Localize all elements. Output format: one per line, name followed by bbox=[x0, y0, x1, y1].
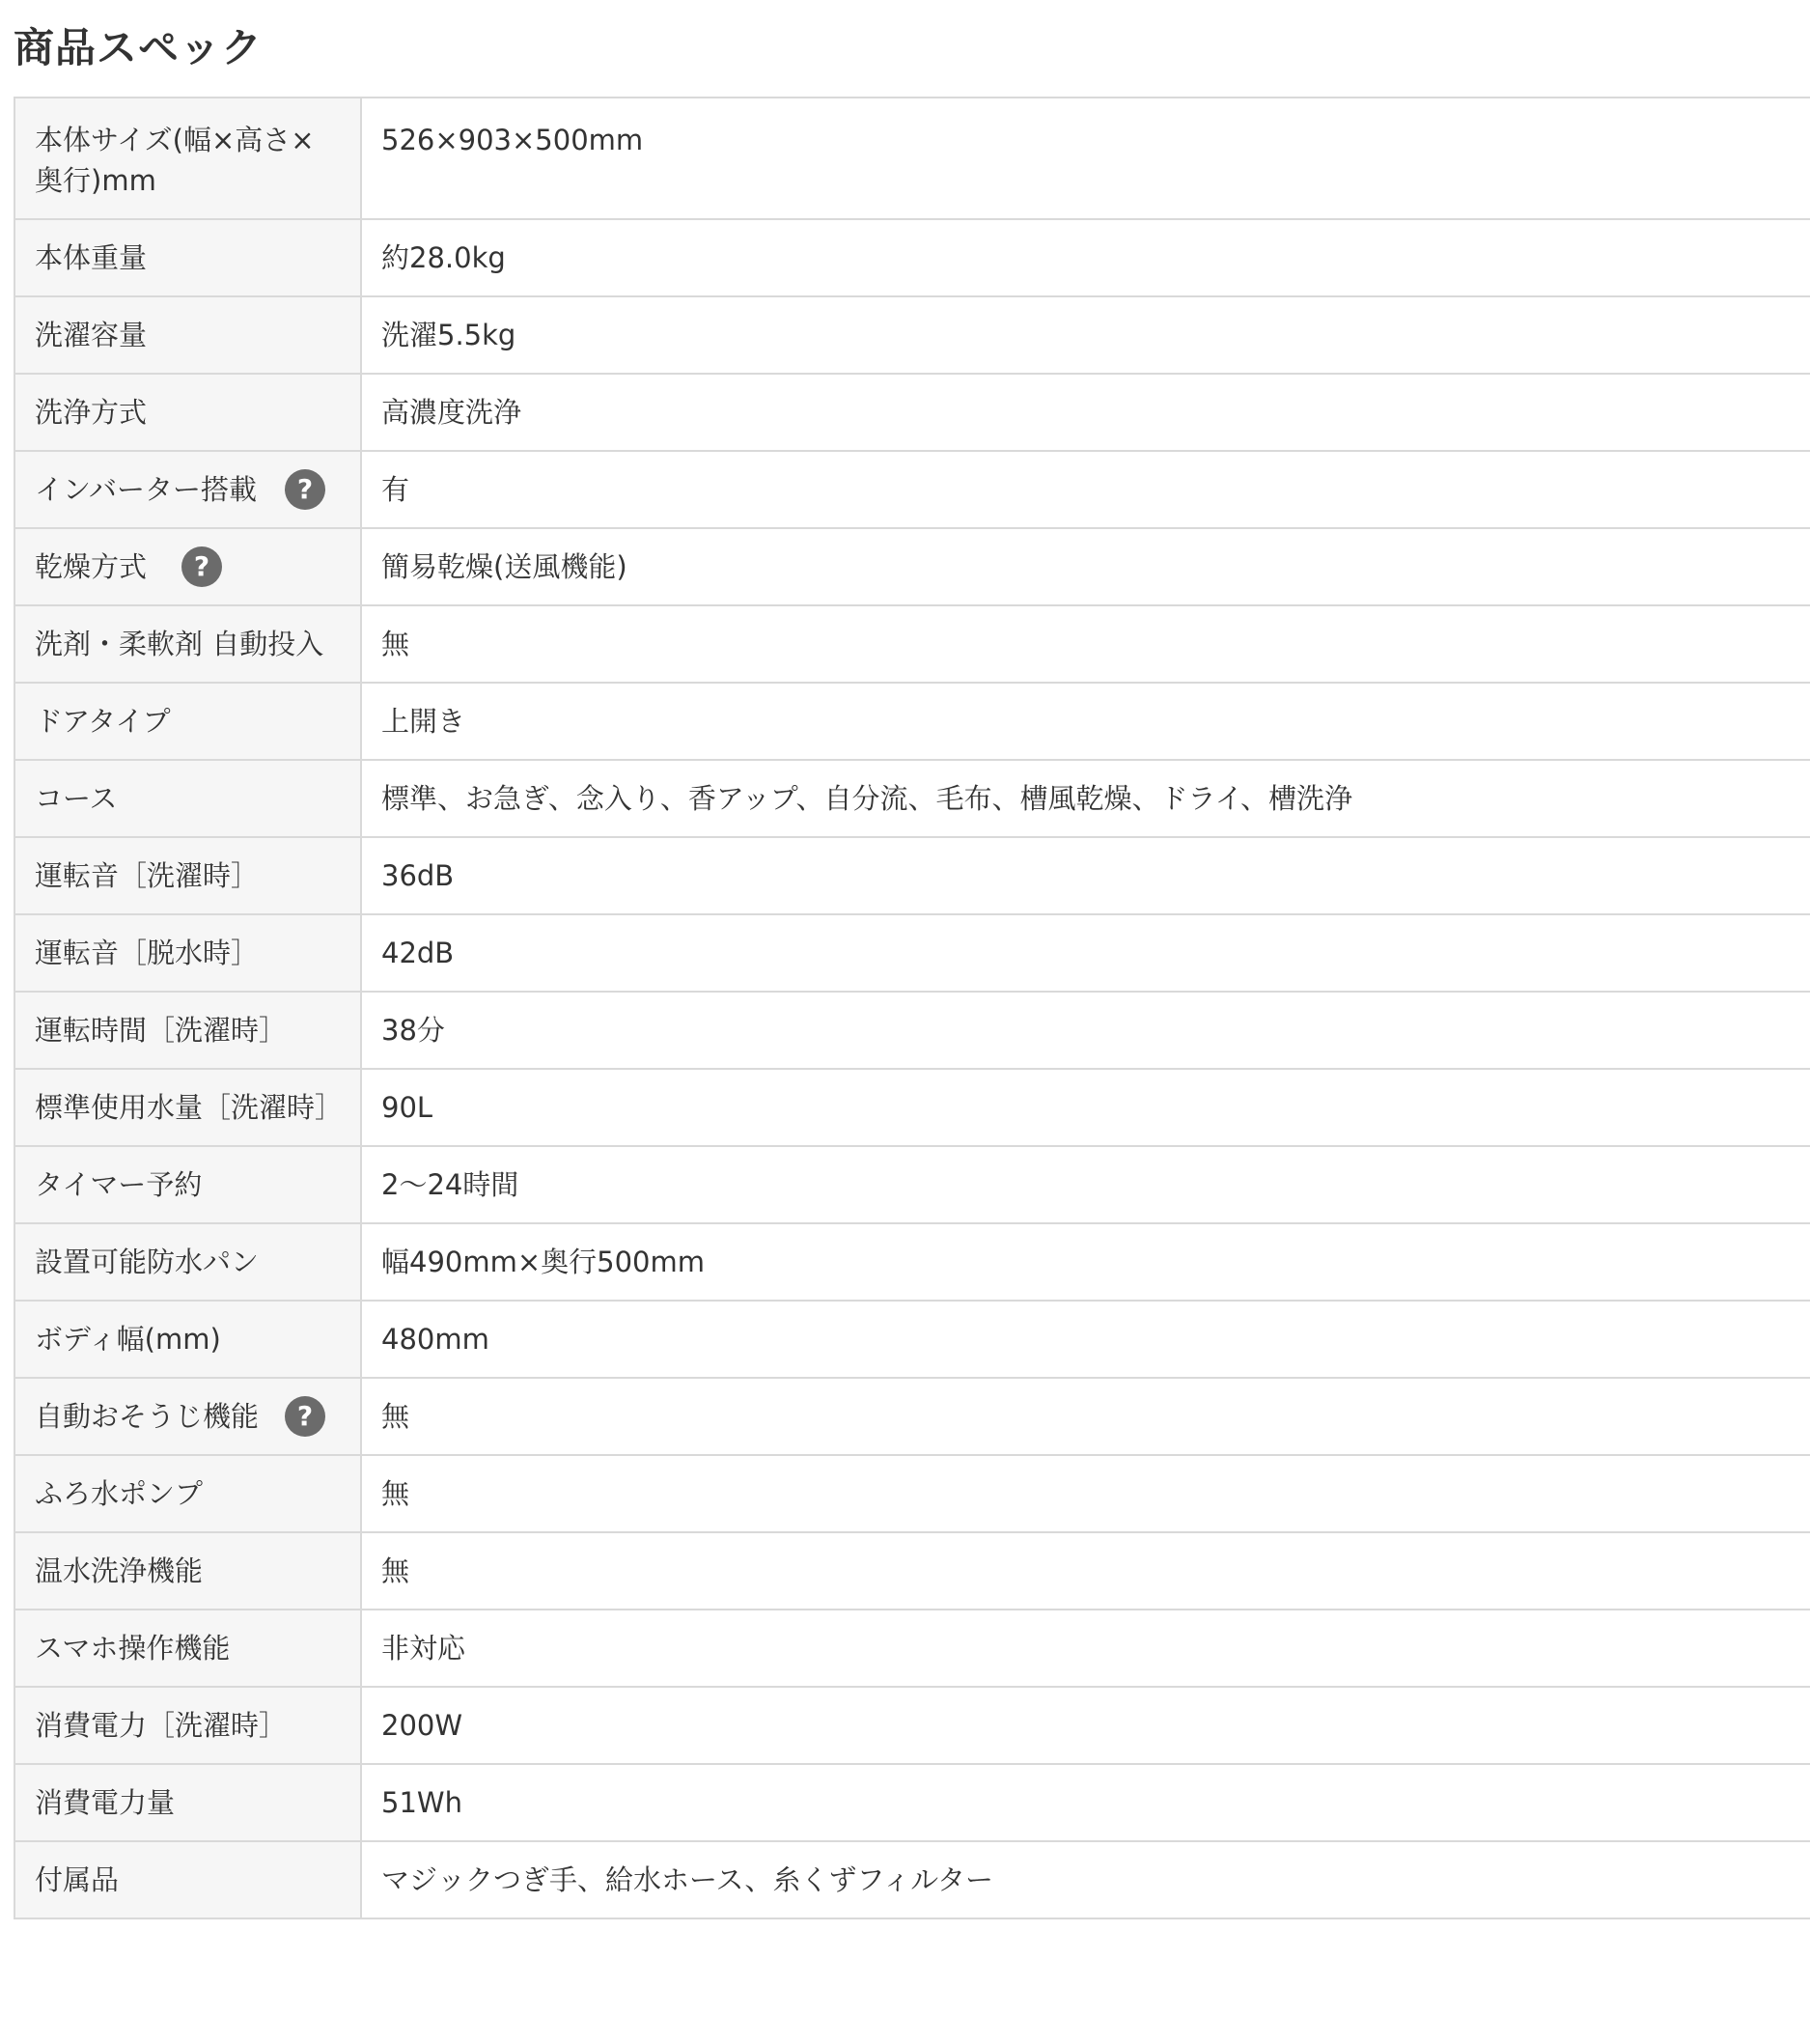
spec-row-noise-spin bbox=[14, 914, 1810, 992]
spec-label: 消費電力［洗濯時］ bbox=[14, 1687, 361, 1764]
spec-row-body-width bbox=[14, 1301, 1810, 1378]
spec-label: 設置可能防水パン bbox=[14, 1223, 361, 1301]
spec-value: 526×903×500mm bbox=[361, 98, 1810, 219]
spec-value: 非対応 bbox=[361, 1610, 1810, 1687]
spec-label: 消費電力量 bbox=[14, 1764, 361, 1841]
spec-row-power bbox=[14, 1687, 1810, 1764]
spec-row-auto-detergent bbox=[14, 605, 1810, 683]
spec-value: 2〜24時間 bbox=[361, 1146, 1810, 1223]
spec-row-dry-method bbox=[14, 528, 1810, 605]
spec-value: 約28.0kg bbox=[361, 219, 1810, 296]
spec-label: コース bbox=[14, 760, 361, 837]
spec-label: タイマー予約 bbox=[14, 1146, 361, 1223]
spec-value: 38分 bbox=[361, 992, 1810, 1069]
spec-row-auto-clean bbox=[14, 1378, 1810, 1455]
spec-value: 洗濯5.5kg bbox=[361, 296, 1810, 374]
spec-label: 乾燥方式 bbox=[35, 550, 148, 583]
spec-label: 温水洗浄機能 bbox=[14, 1532, 361, 1610]
spec-value: 51Wh bbox=[361, 1764, 1810, 1841]
spec-row-timer bbox=[14, 1146, 1810, 1223]
spec-label: 洗濯容量 bbox=[14, 296, 361, 374]
spec-value: 42dB bbox=[361, 914, 1810, 992]
spec-row-waterproof-pan bbox=[14, 1223, 1810, 1301]
spec-row-courses bbox=[14, 760, 1810, 837]
spec-label: 洗剤・柔軟剤 自動投入 bbox=[14, 605, 361, 683]
spec-value: 有 bbox=[361, 451, 1810, 528]
spec-row-energy bbox=[14, 1764, 1810, 1841]
spec-row-weight bbox=[14, 219, 1810, 296]
spec-row-noise-wash bbox=[14, 837, 1810, 914]
spec-value: 90L bbox=[361, 1069, 1810, 1146]
spec-label: 洗浄方式 bbox=[14, 374, 361, 451]
help-icon[interactable]: ? bbox=[181, 546, 222, 587]
spec-value: 無 bbox=[361, 1378, 1810, 1455]
spec-row-water-usage bbox=[14, 1069, 1810, 1146]
spec-value: 幅490mm×奥行500mm bbox=[361, 1223, 1810, 1301]
spec-value: 標準、お急ぎ、念入り、香アップ、自分流、毛布、槽風乾燥、ドライ、槽洗浄 bbox=[361, 760, 1810, 837]
spec-label: インバーター搭載 bbox=[35, 473, 257, 506]
spec-value: 無 bbox=[361, 605, 1810, 683]
spec-row-smartphone bbox=[14, 1610, 1810, 1687]
spec-row-warm-water bbox=[14, 1532, 1810, 1610]
spec-label: 運転音［洗濯時］ bbox=[14, 837, 361, 914]
spec-row-inverter bbox=[14, 451, 1810, 528]
spec-label: 本体重量 bbox=[14, 219, 361, 296]
spec-label: 自動おそうじ機能 bbox=[35, 1400, 260, 1433]
spec-label: 運転時間［洗濯時］ bbox=[14, 992, 361, 1069]
spec-row-run-time bbox=[14, 992, 1810, 1069]
spec-label: 付属品 bbox=[14, 1841, 361, 1918]
spec-row-body-size bbox=[14, 98, 1810, 219]
spec-label: ボディ幅(mm) bbox=[14, 1301, 361, 1378]
page-title: 商品スペック bbox=[14, 24, 264, 71]
spec-label: ドアタイプ bbox=[14, 683, 361, 760]
spec-value: 高濃度洗浄 bbox=[361, 374, 1810, 451]
spec-value: 簡易乾燥(送風機能) bbox=[361, 528, 1810, 605]
spec-row-door-type bbox=[14, 683, 1810, 760]
spec-value: 480mm bbox=[361, 1301, 1810, 1378]
spec-value: 無 bbox=[361, 1455, 1810, 1532]
spec-label: スマホ操作機能 bbox=[14, 1610, 361, 1687]
spec-value: 200W bbox=[361, 1687, 1810, 1764]
spec-row-capacity bbox=[14, 296, 1810, 374]
spec-value: マジックつぎ手、給水ホース、糸くずフィルター bbox=[361, 1841, 1810, 1918]
spec-table bbox=[14, 97, 1810, 1919]
spec-label: ふろ水ポンプ bbox=[14, 1455, 361, 1532]
spec-row-bath-pump bbox=[14, 1455, 1810, 1532]
spec-label: 標準使用水量［洗濯時］ bbox=[14, 1069, 361, 1146]
spec-row-wash-method bbox=[14, 374, 1810, 451]
spec-value: 上開き bbox=[361, 683, 1810, 760]
spec-row-accessories bbox=[14, 1841, 1810, 1918]
spec-value: 無 bbox=[361, 1532, 1810, 1610]
spec-label: 運転音［脱水時］ bbox=[14, 914, 361, 992]
spec-value: 36dB bbox=[361, 837, 1810, 914]
help-icon[interactable]: ? bbox=[285, 1396, 325, 1437]
help-icon[interactable]: ? bbox=[285, 469, 325, 510]
spec-label: 本体サイズ(幅×高さ×奥行)mm bbox=[14, 98, 361, 219]
